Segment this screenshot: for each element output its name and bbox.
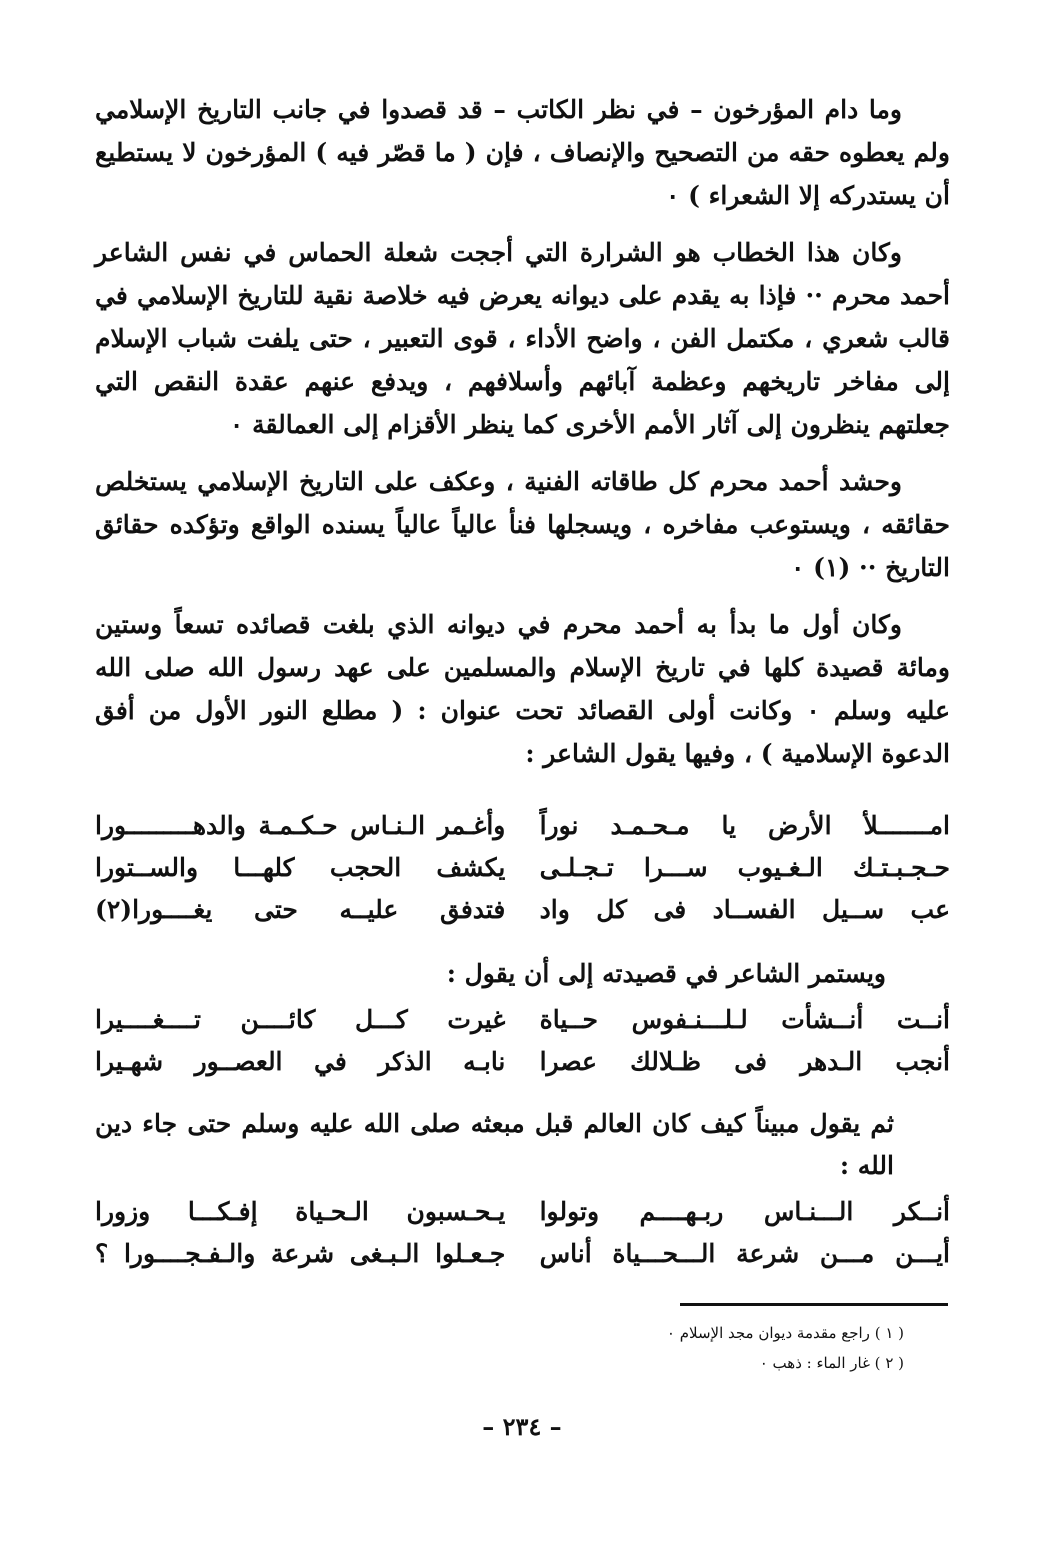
verse-second-hemistich: نابـه الذكر في العصــور شهـيرا [95, 1047, 506, 1076]
paragraph-3: وحشد أحمد محرم كل طاقاته الفنية ، وعكف على التاريخ الإسلامي يستخلص حقائقه ، ويستوعب مفاخره ، ويسجلها فنأ عالياً عالياً يسنده الواقع وتؤكده حقائق التاريخ ·· (١) ٠ [95, 467, 950, 582]
poem-2 [95, 999, 950, 1083]
footnotes [667, 1318, 904, 1378]
poem-1 [95, 805, 950, 931]
verse-first-hemistich: أنــكر الـــنـاس ربـهــــم وتولوا [539, 1197, 950, 1226]
page-body [95, 88, 950, 1295]
verse-second-hemistich: غيرت كـــل كائــــن تــــغــــيرا [95, 1005, 506, 1034]
poem-2-intro: ويستمر الشاعر في قصيدته إلى أن يقول : [446, 959, 886, 988]
verse-first-hemistich: أنــت أنــشأت لـلـــنـفوس حــياة [539, 1005, 950, 1034]
verse-line [95, 1041, 950, 1083]
verse-first-hemistich: عب ســيل الفســاد فى كل واد [539, 895, 950, 924]
verse-second-hemistich: وأغـمر الـنـاس حـكـمـة والدهـــــــــورا [95, 811, 506, 840]
verse-line [95, 1233, 950, 1275]
page-number: – ٢٣٤ – [482, 1412, 562, 1441]
verse-line [95, 889, 950, 931]
paragraph-2: وكان هذا الخطاب هو الشرارة التي أججت شعلة الحماس في نفس الشاعر أحمد محرم ·· فإذا به يقدم على ديوانه يعرض فيه خلاصة نقية للتاريخ الإسلامي في قالب شعري ، مكتمل الفن ، واضح الأداء ، قوى التعبير ، حتى يلفت شباب الإسلام إلى مفاخر تاريخهم وعظمة آبائهم وأسلافهم ، ويدفع عنهم عقدة النقص التي جعلتهم ينظرون إلى آثار الأمم الأخرى كما ينظر الأقزام إلى العمالقة ٠ [95, 238, 950, 439]
verse-second-hemistich: يكشف الحجب كلهـــا والســتورا [95, 853, 506, 882]
verse-line [95, 999, 950, 1041]
paragraph-1: وما دام المؤرخون – في نظر الكاتب – قد قصدوا في جانب التاريخ الإسلامي ولم يعطوه حقه من التصحيح والإنصاف ، فإن ( ما قصّر فيه ) المؤرخون لا يستطيع أن يستدركه إلا الشعراء ) ٠ [95, 95, 950, 210]
verse-second-hemistich: فتدفق عليــه حتى يغــــورا(٢) [95, 895, 506, 924]
footnote-1: ( ١ ) راجع مقدمة ديوان مجد الإسلام ٠ [666, 1324, 904, 1342]
verse-line [95, 1191, 950, 1233]
verse-second-hemistich: يـحـسبون الـحـياة إفـكـــا وزورا [95, 1197, 506, 1226]
verse-first-hemistich: أنجب الـدهر فى ظـلالك عصرا [539, 1047, 950, 1076]
poem-3 [95, 1191, 950, 1275]
footnote-2: ( ٢ ) غار الماء : ذهب ٠ [759, 1354, 904, 1372]
verse-line [95, 805, 950, 847]
verse-first-hemistich: حـجـبـتـك الـغـيوب ســـرا تـجـلـى [539, 853, 950, 882]
verse-second-hemistich: جـعـلوا الـبـغى شرعة والـفـجــــورا ؟ [95, 1239, 506, 1268]
footnote-separator [680, 1303, 948, 1306]
paragraph-4: وكان أول ما بدأ به أحمد محرم في ديوانه الذي بلغت قصائده تسعاً وستين ومائة قصيدة كلها في تاريخ الإسلام والمسلمين على عهد رسول الله صلى الله عليه وسلم ٠ وكانت أولى القصائد تحت عنوان : ( مطلع النور الأول من أفق الدعوة الإسلامية ) ، وفيها يقول الشاعر : [95, 610, 950, 768]
verse-first-hemistich: أيـــن مـــن شرعة الـــحـــياة أناس [539, 1239, 950, 1268]
verse-line [95, 847, 950, 889]
poem-3-intro: ثم يقول مبيناً كيف كان العالم قبل مبعثه صلى الله عليه وسلم حتى جاء دين الله : [95, 1109, 894, 1180]
verse-first-hemistich: امـــــــلأ الأرض يا مـحـمـد نوراً [539, 811, 950, 840]
